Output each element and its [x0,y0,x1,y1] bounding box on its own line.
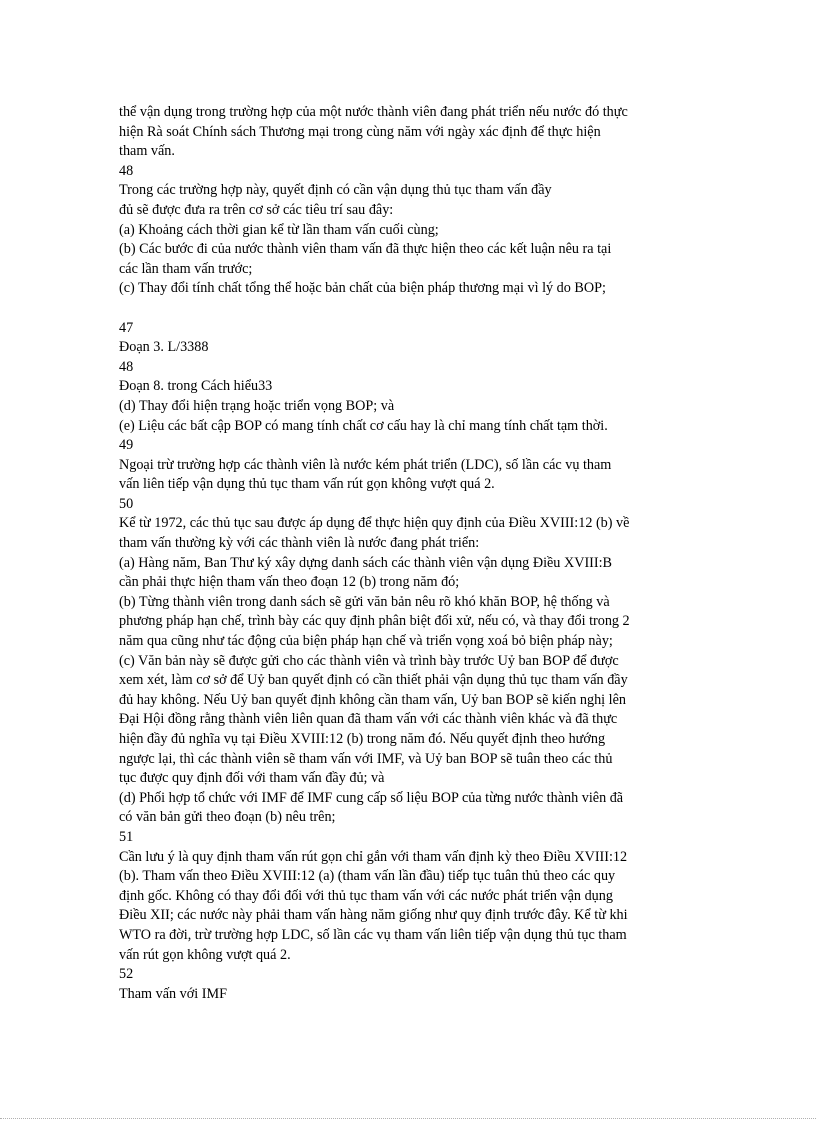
text-line: đủ sẽ được đưa ra trên cơ sở các tiêu trí sau đây: [119,201,394,218]
text-line: Điều XII; các nước này phải tham vấn hàng năm giống như quy định trước đây. Kể từ khi [119,907,628,924]
text-line: hiện Rà soát Chính sách Thương mại trong cùng năm với ngày xác định để thực hiện [119,123,601,140]
footnote-number: 48 [119,162,134,179]
text-line: vấn rút gọn không vượt quá 2. [119,946,291,963]
text-line: tham vấn. [119,143,175,160]
text-line: năm qua cũng như tác động của biện pháp hạn chế và triển vọng xoá bỏ biện pháp này; [119,633,613,650]
text-line: đủ hay không. Nếu Uỷ ban quyết định không cần tham vấn, Uỷ ban BOP sẽ kiến nghị lên [119,691,626,708]
text-line: (e) Liệu các bất cập BOP có mang tính chất cơ cấu hay là chỉ mang tính chất tạm thời. [119,417,608,434]
text-line: Đoạn 8. trong Cách hiểu33 [119,378,273,395]
text-line: (d) Thay đổi hiện trạng hoặc triển vọng BOP; và [119,397,395,414]
text-line: Tham vấn với IMF [119,985,227,1002]
text-line: cần phải thực hiện tham vấn theo đoạn 12 (b) trong năm đó; [119,574,460,591]
text-line: WTO ra đời, trừ trường hợp LDC, số lần các vụ tham vấn liên tiếp vận dụng thủ tục tham [119,926,627,943]
text-line: (a) Hàng năm, Ban Thư ký xây dựng danh sách các thành viên vận dụng Điều XVIII:B [119,554,613,571]
text-line: (b) Từng thành viên trong danh sách sẽ gửi văn bản nêu rõ khó khăn BOP, hệ thống và [119,593,610,610]
text-line: (a) Khoảng cách thời gian kể từ lần tham vấn cuối cùng; [119,221,439,238]
text-line: ngược lại, thì các thành viên sẽ tham vấn với IMF, và Uỷ ban BOP sẽ tuân theo các thủ [119,750,613,767]
text-line: thể vận dụng trong trường hợp của một nước thành viên đang phát triển nếu nước đó thực [119,104,628,120]
footnote-number: 48 [119,358,134,375]
text-line: (b). Tham vấn theo Điều XVIII:12 (a) (tham vấn lần đầu) tiếp tục tuân thủ theo các quy [119,868,616,885]
text-line: (b) Các bước đi của nước thành viên tham vấn đã thực hiện theo các kết luận nêu ra tại [119,241,612,258]
text-line: các lần tham vấn trước; [119,260,253,277]
text-line: Cần lưu ý là quy định tham vấn rút gọn chỉ gắn với tham vấn định kỳ theo Điều XVIII:12 [119,848,628,865]
text-line: tham vấn thường kỳ với các thành viên là nước đang phát triển: [119,535,480,552]
text-line: Kể từ 1972, các thủ tục sau được áp dụng để thực hiện quy định của Điều XVIII:12 (b) về [119,515,630,532]
text-line: có văn bản gửi theo đoạn (b) nêu trên; [119,809,336,826]
text-line: vấn liên tiếp vận dụng thủ tục tham vấn rút gọn không vượt quá 2. [119,476,495,493]
text-line: hiện đầy đủ nghĩa vụ tại Điều XVIII:12 (b) trong năm đó. Nếu quyết định theo hướng [119,731,606,747]
text-line: (c) Thay đổi tính chất tổng thể hoặc bản chất của biện pháp thương mại vì lý do BOP; [119,280,606,297]
text-line: Trong các trường hợp này, quyết định có cần vận dụng thủ tục tham vấn đầy [119,182,552,199]
text-line: (c) Văn bản này sẽ được gửi cho các thành viên và trình bày trước Uỷ ban BOP để được [119,652,619,669]
text-line: xem xét, làm cơ sở để Uỷ ban quyết định có cần thiết phải vận dụng thủ tục tham vấn đầy [119,672,628,689]
footnote-number: 50 [119,495,134,512]
footnote-number: 51 [119,828,134,845]
text-line: Đại Hội đồng rằng thành viên liên quan đã tham vấn với các thành viên khác và đã thực [119,711,618,728]
text-line: tục được quy định đối với tham vấn đầy đủ; và [119,770,385,787]
page-bottom-divider [0,1118,816,1119]
text-line: Ngoại trừ trường hợp các thành viên là nước kém phát triển (LDC), số lần các vụ tham [119,456,612,473]
text-line: định gốc. Không có thay đổi đối với thủ tục tham vấn với các nước phát triển vận dụng [119,887,613,904]
footnote-number: 52 [119,966,134,983]
text-line: (d) Phối hợp tổ chức với IMF để IMF cung cấp số liệu BOP của từng nước thành viên đã [119,789,624,806]
document-body [119,103,699,1004]
footnote-number: 47 [119,319,134,336]
text-line: Đoạn 3. L/3388 [119,339,209,356]
blank-line [119,299,699,319]
text-line: phương pháp hạn chế, trình bày các quy định phân biệt đối xử, nếu có, và thay đổi trong 2 [119,613,630,630]
footnote-number: 49 [119,437,134,454]
